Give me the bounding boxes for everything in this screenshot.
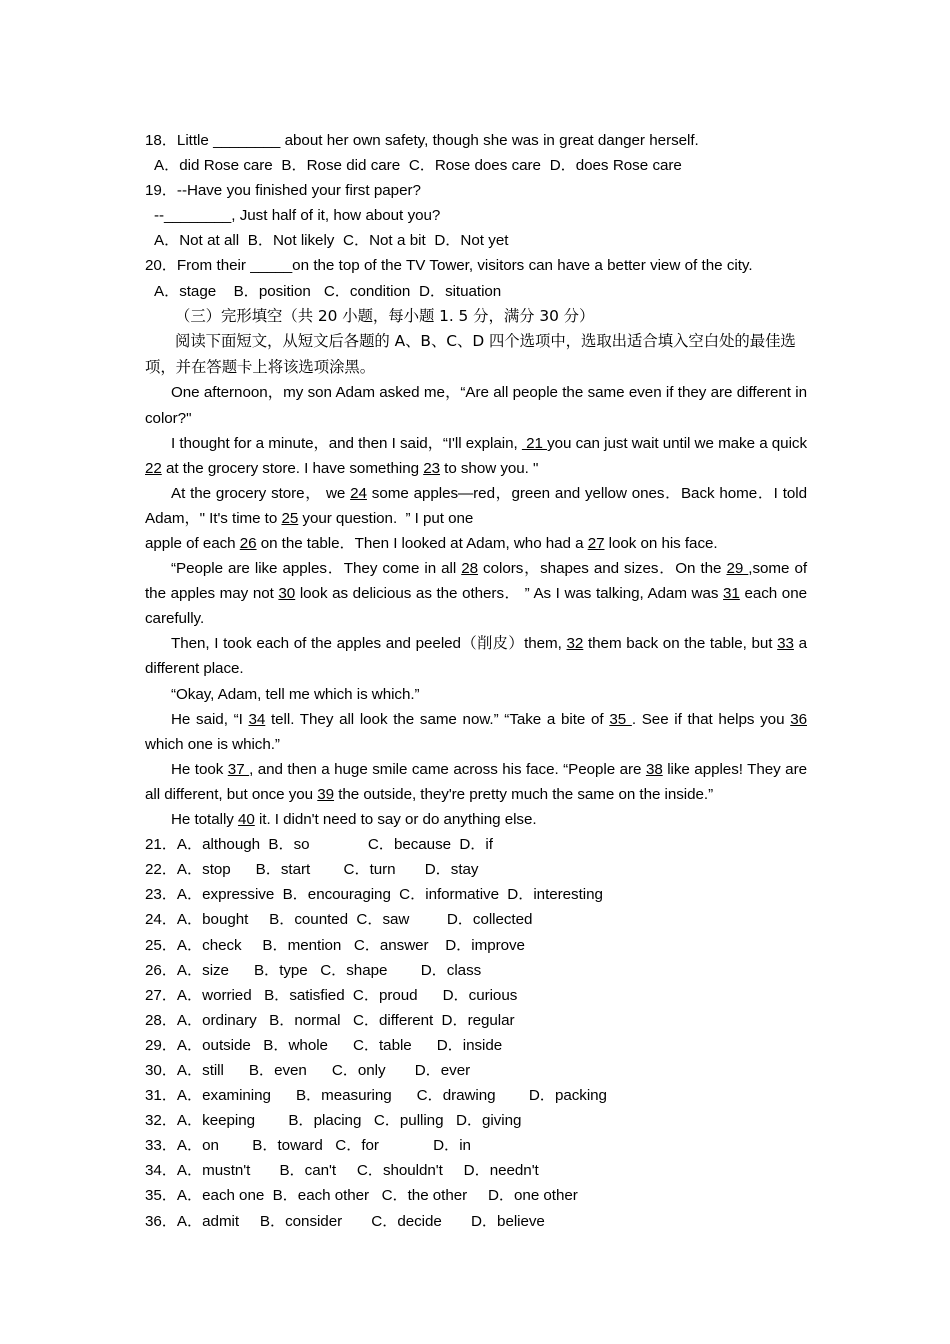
cloze-blank-32: 32 (566, 635, 584, 653)
passage-text: it. I didn't need to say or do anything else. (254, 811, 537, 829)
cloze-blank-27: 27 (587, 535, 605, 552)
cloze-blank-40: 40 (237, 811, 255, 829)
passage-paragraph (145, 682, 807, 707)
passage-text: , and then a huge smile came across his face. “People are (249, 760, 646, 778)
answer-option-row-35: 35．A．each one B．each other C．the other D．one other (145, 1187, 578, 1205)
cloze-blank-34: 34 (248, 710, 266, 728)
passage-text: He totally (171, 811, 238, 829)
cloze-blank-37: 37 (227, 760, 250, 778)
passage-text: “Okay, Adam, tell me which is which.” (171, 685, 420, 703)
answer-option-row-36: 36．A．admit B．consider C．decide D．believe (145, 1212, 545, 1230)
answer-option-row-29: 29．A．outside B．whole C．table D．inside (145, 1036, 503, 1054)
passage-paragraph (145, 757, 812, 807)
passage-text: look on his face. (604, 535, 718, 552)
passage-text: look as delicious as the others． ” As I was talking, Adam was (295, 585, 724, 603)
passage-text: like apples! They are all different, but once you (145, 760, 812, 803)
passage-text: them back on the table, but (583, 635, 778, 653)
passage-text: a different place. (145, 635, 812, 678)
question-20-stem: 20．From their _____on the top of the TV Tower, visitors can have a better view of the city. (145, 257, 753, 275)
section-heading: （三）完形填空（共 20 小题，每小题 1. 5 分，满分 30 分） (175, 306, 595, 325)
question-20-options: A．stage B．position C．condition D．situation (154, 282, 502, 300)
passage-text: at the grocery store. I have something (161, 459, 424, 477)
question-18-stem: 18．Little ________ about her own safety, though she was in great danger herself. (145, 132, 699, 149)
document-body (145, 128, 812, 1234)
passage-paragraph (145, 556, 812, 631)
passage-text: tell. They all look the same now.” “Take a bite of (265, 710, 610, 728)
question-19-stem: 19．--Have you finished your first paper? (145, 182, 421, 200)
passage-text: ,some of the apples may not (145, 560, 812, 603)
answer-option-row-30: 30．A．still B．even C．only D．ever (145, 1061, 471, 1079)
answer-option-row-22: 22．A．stop B．start C．turn D．stay (145, 861, 479, 879)
passage-text: on the table．Then I looked at Adam, who had a (256, 535, 588, 552)
cloze-blank-23: 23 (423, 459, 440, 477)
passage-text: He took (171, 760, 228, 778)
passage-text: to show you. " (439, 459, 539, 477)
cloze-blank-33: 33 (777, 635, 794, 653)
cloze-blank-39: 39 (317, 785, 335, 803)
answer-option-row-33: 33．A．on B．toward C．for D．in (145, 1137, 471, 1155)
passage-text: At the grocery store， we (171, 484, 351, 502)
cloze-passage (145, 380, 812, 832)
cloze-blank-21: 21 (521, 434, 548, 452)
cloze-blank-26: 26 (239, 535, 257, 552)
answer-option-row-34: 34．A．mustn't B．can't C．shouldn't D．needn't (145, 1162, 539, 1180)
passage-text: your question. ” I put one (298, 509, 474, 527)
passage-text: some apples—red，green and yellow ones．Back home．I told Adam，" It's time to (145, 484, 811, 527)
cloze-blank-31: 31 (723, 585, 740, 603)
passage-text: which one is which.” (145, 710, 812, 753)
passage-paragraph (145, 531, 807, 556)
passage-text: you can just wait until we make a quick (547, 434, 812, 452)
cloze-blank-35: 35 (609, 710, 632, 728)
passage-text: each one carefully. (145, 585, 812, 628)
cloze-blank-22: 22 (145, 459, 162, 477)
passage-text: He said, “I (171, 710, 249, 728)
passage-paragraph (145, 707, 812, 757)
passage-paragraph (145, 431, 812, 481)
passage-paragraph (145, 631, 812, 681)
answer-option-row-25: 25．A．check B．mention C．answer D．improve (145, 936, 525, 954)
passage-paragraph (145, 380, 812, 430)
passage-paragraph (145, 481, 811, 531)
passage-text: . See if that helps you (631, 710, 791, 728)
answer-option-row-28: 28．A．ordinary B．normal C．different D．regular (145, 1011, 515, 1029)
passage-text: I thought for a minute，and then I said，“I'll explain, (171, 434, 522, 452)
answer-option-row-26: 26．A．size B．type C．shape D．class (145, 961, 482, 979)
answer-option-row-31: 31．A．examining B．measuring C．drawing D．packing (145, 1087, 607, 1105)
cloze-blank-38: 38 (645, 760, 663, 778)
answer-option-row-27: 27．A．worried B．satisfied C．proud D．curious (145, 986, 518, 1004)
passage-paragraph (145, 807, 807, 832)
passage-text: One afternoon，my son Adam asked me，“Are all people the same even if they are different in color?" (145, 384, 812, 427)
answer-options-list (145, 832, 807, 1234)
cloze-blank-36: 36 (790, 710, 807, 728)
section-instruction-line-1: 阅读下面短文，从短文后各题的 A、B、C、D 四个选项中，选取出适合填入空白处的最佳选 (175, 332, 796, 351)
cloze-blank-28: 28 (461, 560, 479, 578)
answer-option-row-21: 21．A．although B．so C．because D．if (145, 836, 493, 854)
passage-text: Then, I took each of the apples and peeled（削皮）them, (171, 635, 567, 653)
answer-option-row-32: 32．A．keeping B．placing C．pulling D．giving (145, 1112, 522, 1130)
cloze-blank-29: 29 (726, 560, 749, 578)
question-19-response: --________, Just half of it, how about you? (154, 207, 441, 225)
cloze-blank-30: 30 (278, 585, 296, 603)
answer-option-row-24: 24．A．bought B．counted C．saw D．collected (145, 911, 533, 929)
passage-text: colors，shapes and sizes．On the (478, 560, 727, 578)
cloze-blank-24: 24 (350, 484, 367, 502)
question-19-options: A．Not at all B．Not likely C．Not a bit D．Not yet (154, 232, 509, 250)
passage-text: apple of each (145, 535, 240, 552)
section-instruction-line-2: 项，并在答题卡上将该选项涂黑。 (145, 357, 376, 376)
passage-text: the outside, they're pretty much the same on the inside.” (334, 785, 714, 803)
cloze-blank-25: 25 (281, 509, 299, 527)
question-18-options: A．did Rose care B．Rose did care C．Rose does care D．does Rose care (154, 157, 682, 175)
passage-text: “People are like apples．They come in all (171, 560, 462, 578)
answer-option-row-23: 23．A．expressive B．encouraging C．informative D．interesting (145, 886, 603, 904)
